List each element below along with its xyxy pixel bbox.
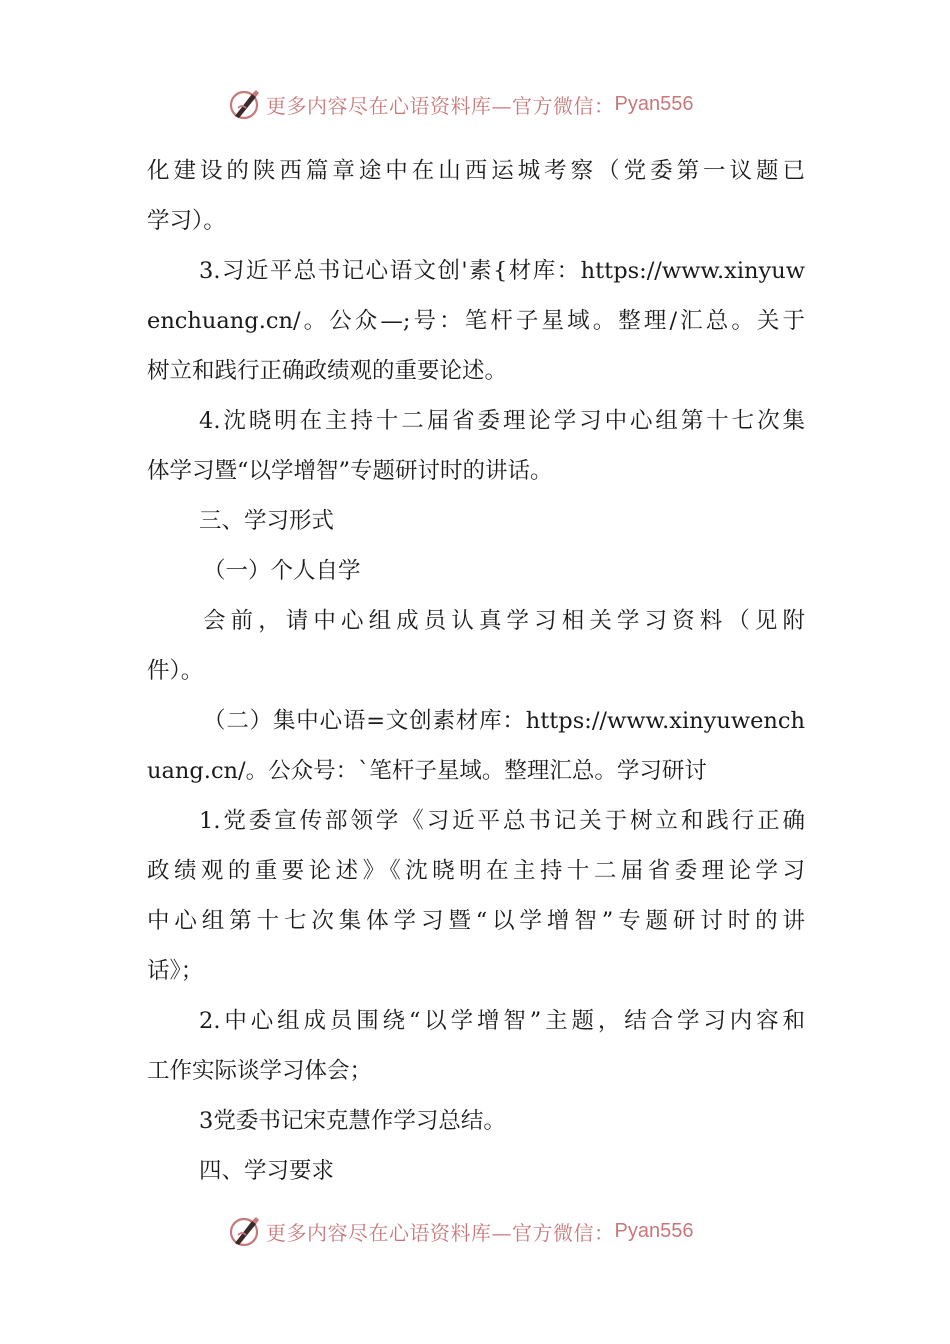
text-line: 会前，请中心组成员认真学习相关学习资料（见附	[203, 608, 805, 634]
watermark-wechat-id: Pyan556	[614, 92, 694, 115]
text-line: 话》；	[147, 958, 204, 984]
watermark-footer	[226, 1211, 693, 1251]
pen-logo-icon	[226, 1213, 262, 1249]
watermark-text: 更多内容尽在心语资料库—官方微信：	[266, 1220, 615, 1245]
text-line: 3.习近平总书记心语文创'素{材库：https://www.xinyuw	[199, 258, 805, 284]
pen-logo-icon	[226, 86, 262, 122]
text-line: 政绩观的重要论述》《沈晓明在主持十二届省委理论学习	[147, 858, 805, 884]
text-line: 3党委书记宋克慧作学习总结。	[199, 1108, 506, 1134]
text-line: 工作实际谈学习体会；	[147, 1058, 373, 1084]
text-line: 树立和践行正确政绩观的重要论述。	[147, 358, 508, 384]
section-heading: 三、学习形式	[199, 508, 335, 534]
text-line: 4.沈晓明在主持十二届省委理论学习中心组第十七次集	[199, 408, 805, 434]
text-line: 1.党委宣传部领学《习近平总书记关于树立和践行正确	[199, 808, 805, 834]
section-heading: 四、学习要求	[199, 1158, 335, 1184]
text-line: uang.cn/。公众号：`笔杆子星域。整理汇总。学习研讨	[147, 758, 707, 784]
subsection-heading: （一）个人自学	[203, 558, 361, 584]
text-line: 2.中心组成员围绕“以学增智”主题，结合学习内容和	[199, 1008, 805, 1034]
document-body	[147, 146, 805, 1196]
watermark-wechat-id: Pyan556	[614, 1219, 694, 1242]
text-line: enchuang.cn/。公众—;号：笔杆子星域。整理/汇总。关于	[147, 308, 805, 334]
watermark-text: 更多内容尽在心语资料库—官方微信：	[266, 93, 615, 118]
text-line: 学习）。	[147, 208, 226, 234]
subsection-heading: （二）集中心语=文创素材库：https://www.xinyuwench	[203, 708, 805, 734]
text-line: 体学习暨“以学增智”专题研讨时的讲话。	[147, 458, 553, 484]
watermark-header	[226, 84, 693, 124]
text-line: 中心组第十七次集体学习暨“以学增智”专题研讨时的讲	[147, 908, 805, 934]
text-line: 件）。	[147, 658, 204, 684]
text-line: 化建设的陕西篇章途中在山西运城考察（党委第一议题已	[147, 158, 805, 184]
